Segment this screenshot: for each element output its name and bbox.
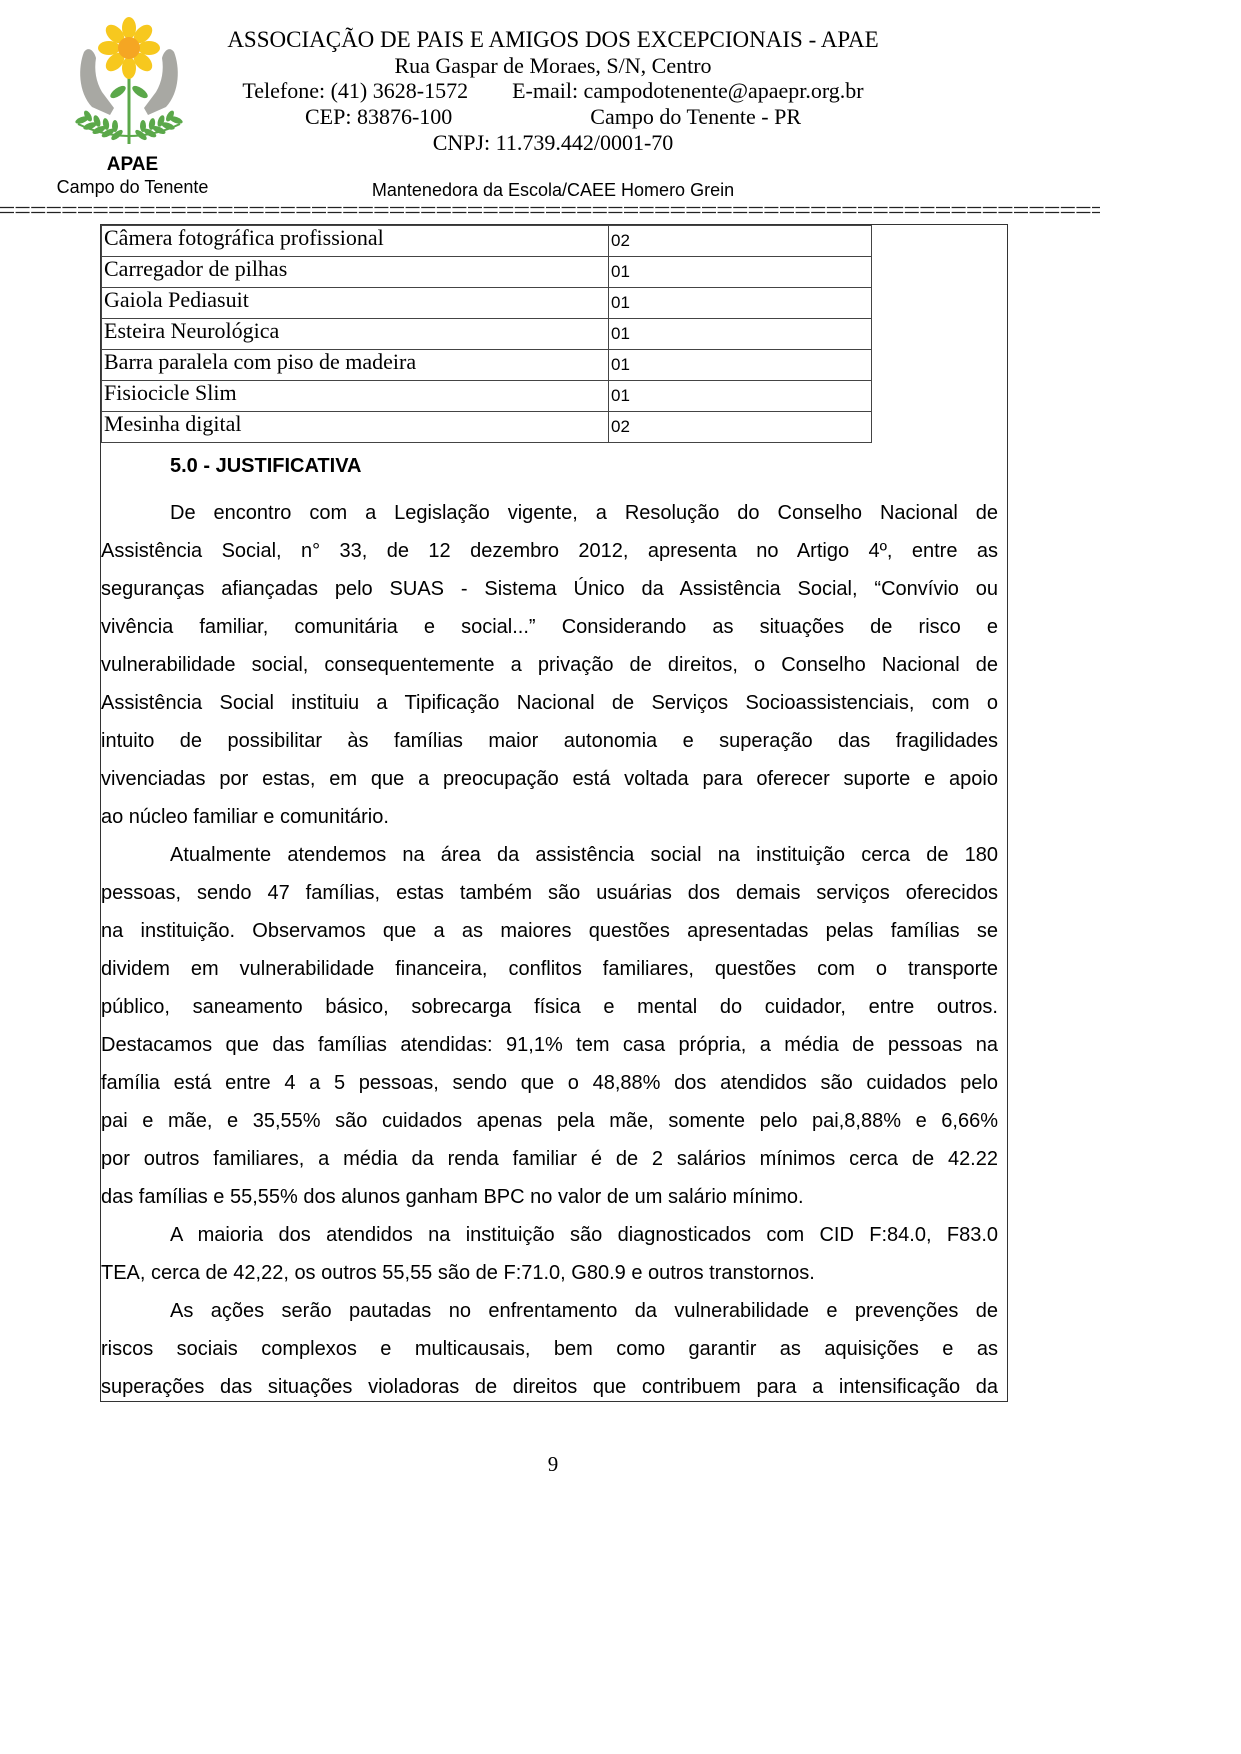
text-line: na instituição. Observamos que a as maiores questões apresentadas pelas famílias se	[101, 920, 998, 942]
text-line: TEA, cerca de 42,22, os outros 55,55 são de F:71.0, G80.9 e outros transtornos.	[101, 1262, 815, 1284]
text-line: A maioria dos atendidos na instituição são diagnosticados com CID F:84.0, F83.0	[170, 1224, 998, 1246]
item-qty-cell: 02	[609, 412, 872, 443]
table-row	[102, 381, 872, 412]
location-line	[200, 104, 906, 130]
table-row	[102, 350, 872, 381]
logo-city: Campo do Tenente	[56, 177, 209, 197]
text-line: público, saneamento básico, sobrecarga física e mental do cuidador, entre outros.	[101, 996, 998, 1018]
text-line: por outros familiares, a média da renda familiar é de 2 salários mínimos cerca de 42.22	[101, 1148, 998, 1170]
org-cnpj: CNPJ: 11.739.442/0001-70	[432, 130, 674, 155]
text-line: vulnerabilidade social, consequentemente a privação de direitos, o Conselho Nacional de	[101, 654, 998, 676]
org-cep: CEP: 83876-100	[305, 104, 453, 129]
item-qty-cell: 01	[609, 381, 872, 412]
text-line: dividem em vulnerabilidade financeira, conflitos familiares, questões com o transporte	[101, 958, 998, 980]
text-line: vivência familiar, comunitária e social...” Considerando as situações de risco e	[101, 616, 998, 638]
text-line: As ações serão pautadas no enfrentamento da vulnerabilidade e prevenções de	[170, 1300, 998, 1322]
org-address: Rua Gaspar de Moraes, S/N, Centro	[394, 53, 712, 78]
text-line: pessoas, sendo 47 famílias, estas também são usuárias dos demais serviços oferecidos	[101, 882, 998, 904]
section-title: 5.0 - JUSTIFICATIVA	[170, 455, 362, 477]
table-row	[102, 412, 872, 443]
apae-flower-hands-logo-icon	[70, 12, 188, 144]
text-line: pai e mãe, e 35,55% são cuidados apenas pela mãe, somente pelo pai,8,88% e 6,66%	[101, 1110, 998, 1132]
text-line: superações das situações violadoras de direitos que contribuem para a intensificação da	[101, 1376, 998, 1398]
org-phone: Telefone: (41) 3628-1572	[242, 78, 469, 103]
item-name-cell: Gaiola Pediasuit	[102, 288, 609, 319]
item-qty-cell: 01	[609, 319, 872, 350]
text-line: De encontro com a Legislação vigente, a Resolução do Conselho Nacional de	[170, 502, 998, 524]
item-qty-cell: 01	[609, 288, 872, 319]
table-row	[102, 257, 872, 288]
table-row	[102, 226, 872, 257]
item-qty-cell: 01	[609, 257, 872, 288]
text-line: família está entre 4 a 5 pessoas, sendo que o 48,88% dos atendidos são cuidados pelo	[101, 1072, 998, 1094]
header-separator	[0, 203, 1100, 217]
text-line: Destacamos que das famílias atendidas: 91,1% tem casa própria, a média de pessoas na	[101, 1034, 998, 1056]
item-name-cell: Mesinha digital	[102, 412, 609, 443]
org-maintainer: Mantenedora da Escola/CAEE Homero Grein	[371, 180, 735, 200]
item-name-cell: Carregador de pilhas	[102, 257, 609, 288]
item-name-cell: Fisiocicle Slim	[102, 381, 609, 412]
text-line: Atualmente atendemos na área da assistência social na instituição cerca de 180	[170, 844, 998, 866]
item-qty-cell: 02	[609, 226, 872, 257]
items-table	[101, 225, 872, 443]
text-line: seguranças afiançadas pelo SUAS - Sistema Único da Assistência Social, “Convívio ou	[101, 578, 998, 600]
item-name-cell: Câmera fotográfica profissional	[102, 226, 609, 257]
item-name-cell: Esteira Neurológica	[102, 319, 609, 350]
text-line: das famílias e 55,55% dos alunos ganham BPC no valor de um salário mínimo.	[101, 1186, 804, 1208]
justification-text	[101, 494, 998, 1406]
contact-line	[200, 78, 906, 104]
org-email: E-mail: campodotenente@apaepr.org.br	[512, 78, 864, 103]
text-line: Assistência Social, n° 33, de 12 dezembro 2012, apresenta no Artigo 4º, entre as	[101, 540, 998, 562]
text-line: ao núcleo familiar e comunitário.	[101, 806, 389, 828]
org-name: ASSOCIAÇÃO DE PAIS E AMIGOS DOS EXCEPCIONAIS - APAE	[227, 27, 879, 52]
text-line: riscos sociais complexos e multicausais, bem como garantir as aquisições e as	[101, 1338, 998, 1360]
item-qty-cell: 01	[609, 350, 872, 381]
table-row	[102, 319, 872, 350]
text-line: Assistência Social instituiu a Tipificação Nacional de Serviços Socioassistenciais, com o	[101, 692, 998, 714]
org-city-state: Campo do Tenente - PR	[590, 104, 801, 129]
text-line: intuito de possibilitar às famílias maior autonomia e superação das fragilidades	[101, 730, 998, 752]
text-line: vivenciadas por estas, em que a preocupação está voltada para oferecer suporte e apoio	[101, 768, 998, 790]
logo-name: APAE	[106, 154, 159, 175]
table-row	[102, 288, 872, 319]
page-number: 9	[547, 1452, 559, 1476]
item-name-cell: Barra paralela com piso de madeira	[102, 350, 609, 381]
